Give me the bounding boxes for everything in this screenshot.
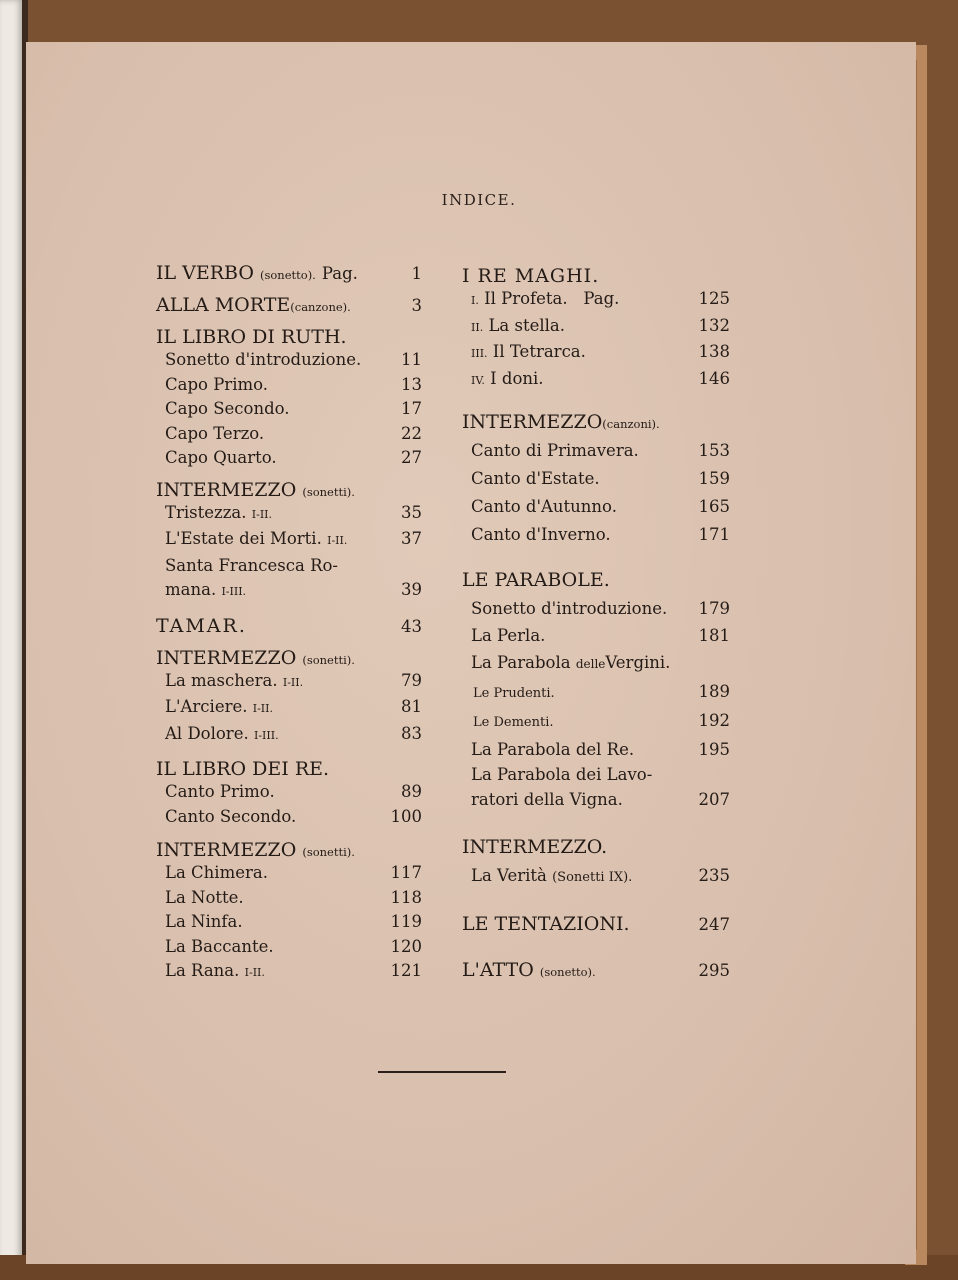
index-entry [462, 465, 730, 493]
page-number: 17 [401, 399, 422, 418]
index-entry [156, 695, 422, 722]
page-number: 179 [698, 599, 730, 618]
index-entry [156, 959, 422, 986]
entry-title: La Notte. [165, 887, 244, 907]
entry-title-line: La Parabola dei Lavo- [471, 765, 653, 784]
entry-title: La stella. [488, 315, 565, 335]
section-heading: LE TENTAZIONI. [462, 912, 630, 935]
entry-title: La maschera. [165, 670, 278, 690]
index-entry [462, 707, 730, 736]
entry-title: Le Prudenti. [473, 686, 555, 701]
index-entry [156, 446, 422, 471]
index-entry [156, 422, 422, 447]
index-section [156, 294, 422, 316]
page-number: 295 [698, 960, 730, 980]
section-note: (sonetti). [302, 845, 355, 859]
entry-title: Il Tetrarca. [492, 342, 586, 361]
index-section [462, 411, 730, 433]
entry-numeral: I-II. [282, 675, 304, 689]
entry-numeral: I. [471, 294, 479, 307]
page-number: 146 [698, 368, 730, 388]
entry-numeral: I-III. [221, 585, 247, 598]
index-entry [156, 861, 422, 886]
entry-title: I doni. [490, 368, 544, 388]
pag-label: Pag. [321, 264, 358, 283]
entry-title: Al Dolore. [165, 723, 249, 743]
entry-title: Le Dementi. [473, 715, 554, 730]
page-number: 207 [698, 789, 730, 809]
entry-title: La Parabola [471, 653, 571, 672]
index-entry [462, 367, 730, 394]
page-number: 117 [390, 863, 422, 882]
page-number: 138 [698, 342, 730, 361]
entry-numeral: I-II. [251, 507, 273, 521]
page-number: 165 [698, 497, 730, 516]
page-number: 125 [698, 289, 730, 308]
entry-title: La Verità [471, 866, 547, 885]
entry-title: Canto di Primavera. [471, 441, 639, 460]
section-heading: INTERMEZZO. [462, 836, 608, 858]
entry-numeral: I-II. [252, 702, 273, 715]
page-number: 189 [698, 682, 730, 701]
index-entry [156, 373, 422, 398]
entry-title: La Parabola del Re. [471, 740, 635, 759]
index-entry [462, 287, 730, 314]
index-entry [462, 493, 730, 521]
entry-title: Capo Primo. [165, 374, 269, 394]
section-heading: I RE MAGHI. [462, 265, 600, 287]
entry-title: La Ninfa. [165, 912, 243, 931]
index-entry [462, 595, 730, 622]
index-entry [462, 678, 730, 707]
index-entry [462, 788, 730, 813]
page-number: 195 [698, 740, 730, 759]
index-section [156, 479, 422, 501]
entry-title: Vergini. [605, 653, 671, 672]
page-number: 153 [698, 441, 730, 460]
entry-title: Canto d'Inverno. [471, 525, 611, 544]
index-left-column [156, 262, 422, 986]
index-section [156, 839, 422, 861]
entry-title: Canto d'Autunno. [471, 497, 617, 516]
section-heading: TAMAR. [156, 614, 247, 637]
entry-title: Sonetto d'introduzione. [471, 599, 668, 618]
index-entry [156, 722, 422, 749]
index-entry [462, 622, 730, 649]
index-entry [156, 527, 422, 554]
page-number: 43 [401, 616, 422, 636]
entry-title: Canto d'Estate. [471, 469, 600, 488]
page-number: 120 [390, 936, 422, 956]
page-number: 27 [401, 448, 422, 467]
entry-title: La Perla. [471, 626, 546, 645]
section-heading: ALLA MORTE [156, 294, 291, 316]
section-note: (sonetti). [302, 652, 355, 667]
entry-title: mana. [165, 580, 217, 599]
entry-numeral: I-II. [244, 966, 265, 979]
page-number: 171 [698, 525, 730, 544]
page-number: 13 [401, 374, 422, 394]
index-entry [462, 864, 730, 891]
index-entry [156, 669, 422, 696]
entry-title: Tristezza. [165, 502, 247, 522]
entry-title: Capo Secondo. [165, 399, 290, 418]
section-note: (sonetto). [539, 964, 596, 979]
section-heading: INTERMEZZO [156, 839, 297, 861]
entry-title-line: Santa Francesca Ro- [165, 555, 339, 575]
index-right-column [462, 265, 730, 981]
closing-rule [378, 1071, 506, 1073]
entry-title: Capo Quarto. [165, 448, 277, 467]
entry-numeral: I-II. [327, 534, 348, 547]
entry-numeral: III. [471, 347, 488, 360]
page-number: 121 [390, 961, 422, 980]
section-heading: INTERMEZZO [156, 478, 297, 501]
page-number: 235 [698, 866, 730, 885]
index-entry [462, 649, 730, 678]
index-entry [156, 910, 422, 935]
page-number: 247 [698, 914, 730, 934]
entry-note: (Sonetti IX). [552, 870, 633, 885]
page-title: INDICE. [441, 191, 517, 209]
index-section [462, 959, 730, 981]
section-note: (sonetto). [260, 268, 316, 282]
section-heading: IL VERBO [156, 262, 254, 284]
index-entry [156, 501, 422, 528]
entry-title: La Baccante. [165, 936, 274, 956]
index-entry [462, 521, 730, 549]
page-number: 39 [401, 580, 422, 599]
section-note: (sonetti). [302, 484, 355, 499]
index-entry [156, 886, 422, 911]
entry-title: La Chimera. [165, 863, 268, 882]
section-heading: IL LIBRO DEI RE. [156, 758, 330, 780]
page-number: 159 [698, 469, 730, 488]
entry-title: Capo Terzo. [165, 423, 265, 443]
page-number: 22 [401, 423, 422, 443]
entry-numeral: IV. [471, 373, 485, 387]
page-number: 11 [401, 350, 422, 369]
page-number: 100 [390, 806, 422, 826]
entry-title: ratori della Vigna. [471, 789, 623, 809]
section-note: (canzone). [290, 300, 351, 314]
page-number: 37 [401, 529, 422, 548]
index-section [156, 262, 422, 284]
index-entry [156, 780, 422, 805]
page-number: 81 [401, 697, 422, 716]
section-heading: INTERMEZZO [156, 646, 297, 669]
page-number: 132 [698, 315, 730, 335]
section-heading: INTERMEZZO [462, 411, 603, 433]
index-entry [462, 340, 730, 367]
index-entry [156, 935, 422, 960]
index-entry [156, 578, 422, 605]
entry-title-small: delle [575, 657, 606, 671]
entry-title: L'Arciere. [165, 697, 248, 716]
page-number: 1 [411, 264, 422, 283]
page-number: 83 [401, 723, 422, 743]
section-heading: LE PARABOLE. [462, 569, 610, 591]
page-number: 192 [698, 711, 730, 730]
page-number: 89 [401, 782, 422, 801]
entry-title: Canto Primo. [165, 782, 275, 801]
page-number: 35 [401, 502, 422, 522]
entry-numeral: I-III. [253, 728, 279, 742]
index-section [156, 647, 422, 669]
page-number: 79 [401, 670, 422, 690]
index-entry [156, 397, 422, 422]
entry-title: La Rana. [165, 961, 240, 980]
section-heading: IL LIBRO DI RUTH. [156, 326, 347, 348]
entry-title: Il Profeta. [484, 289, 568, 308]
index-entry [462, 437, 730, 465]
entry-numeral: II. [471, 320, 484, 334]
page-number: 118 [390, 887, 422, 907]
entry-title: Sonetto d'introduzione. [165, 350, 362, 369]
section-heading: L'ATTO [462, 958, 534, 981]
section-note: (canzoni). [602, 417, 660, 431]
index-entry [156, 348, 422, 373]
index-entry [462, 314, 730, 341]
pag-label: Pag. [583, 289, 620, 308]
index-entry [156, 805, 422, 830]
index-entry [462, 736, 730, 763]
index-section [462, 913, 730, 935]
page-number: 119 [390, 912, 422, 931]
index-section [156, 615, 422, 637]
page-number: 181 [698, 626, 730, 645]
entry-title: Canto Secondo. [165, 806, 297, 826]
page-number: 3 [411, 296, 422, 315]
entry-title: L'Estate dei Morti. [165, 529, 322, 548]
